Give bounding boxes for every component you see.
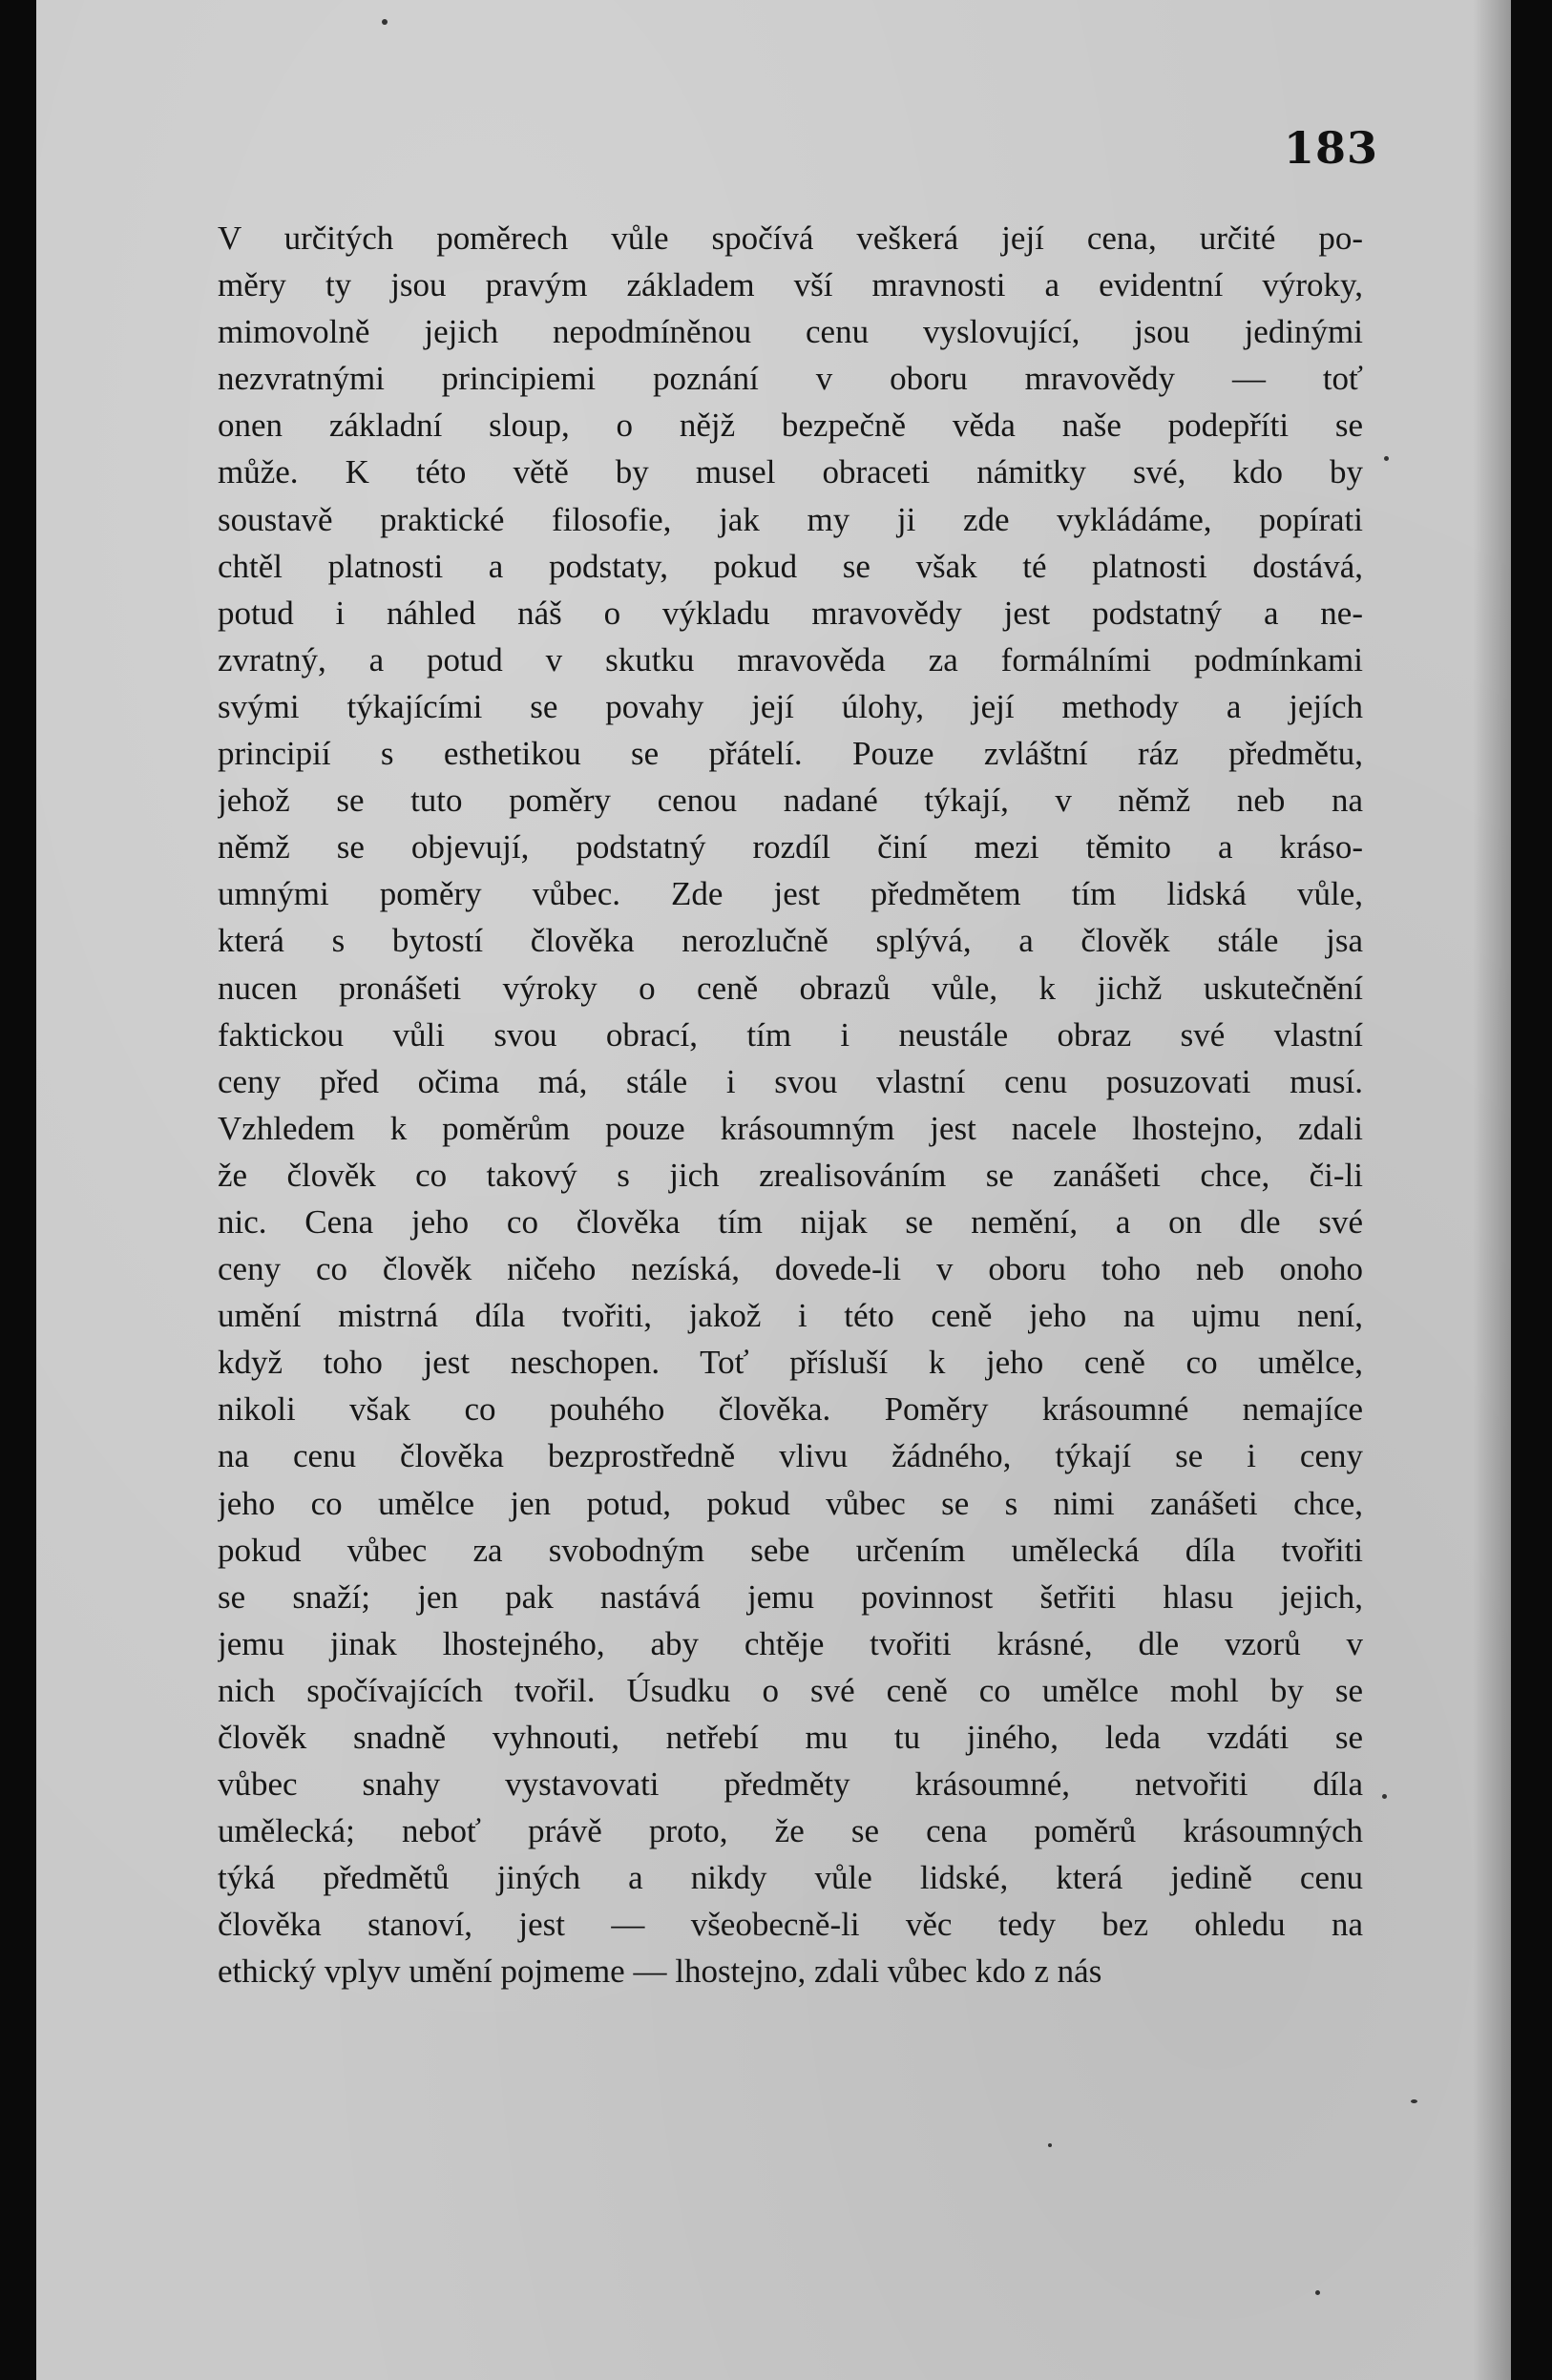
text-line: mimovolně jejich nepodmíněnou cenu vyslovující, jsou jedinými xyxy=(218,313,1363,351)
text-line: umění mistrná díla tvořiti, jakož i této ceně jeho na ujmu není, xyxy=(218,1297,1363,1335)
text-line: může. K této větě by musel obraceti námitky své, kdo by xyxy=(218,453,1363,491)
text-line: nikoli však co pouhého člověka. Poměry krásoumné nemajíce xyxy=(218,1390,1363,1429)
page-number: 183 xyxy=(1284,122,1379,174)
text-line: soustavě praktické filosofie, jak my ji zde vykládáme, popírati xyxy=(218,500,1363,538)
text-line: vůbec snahy vystavovati předměty krásoumné, netvořiti díla xyxy=(218,1765,1363,1804)
scan-speck xyxy=(1384,456,1389,461)
text-line: týká předmětů jiných a nikdy vůle lidské, která jedině cenu xyxy=(218,1859,1363,1897)
text-line: člověk snadně vyhnouti, netřebí mu tu jiného, leda vzdáti se xyxy=(218,1719,1363,1756)
text-line: na cenu člověka bezprostředně vlivu žádného, týkají se i ceny xyxy=(218,1437,1363,1475)
text-line: Vzhledem k poměrům pouze krásoumným jest nacele lhostejno, zdali xyxy=(218,1109,1363,1147)
scan-speck xyxy=(1382,1794,1387,1799)
text-line: nucen pronášeti výroky o ceně obrazů vůle, k jichž uskutečnění xyxy=(218,969,1363,1007)
text-line: která s bytostí člověka nerozlučně splývá, a člověk stále jsa xyxy=(218,922,1363,960)
body-text xyxy=(218,215,1363,1995)
text-line: ceny co člověk ničeho nezíská, dovede-li v oboru toho neb onoho xyxy=(218,1250,1363,1288)
scan-speck xyxy=(1411,2099,1417,2103)
text-line: umnými poměry vůbec. Zde jest předmětem tím lidská vůle, xyxy=(218,875,1363,913)
text-line: ceny před očima má, stále i svou vlastní cenu posuzovati musí. xyxy=(218,1062,1363,1100)
text-line: umělecká; neboť právě proto, že se cena poměrů krásoumných xyxy=(218,1812,1363,1850)
text-line: nic. Cena jeho co člověka tím nijak se nemění, a on dle své xyxy=(218,1202,1363,1241)
text-line: nezvratnými principiemi poznání v oboru mravovědy — toť xyxy=(218,360,1363,398)
text-line: měry ty jsou pravým základem vší mravnosti a evidentní výroky, xyxy=(218,266,1363,304)
text-line: pokud vůbec za svobodným sebe určením umělecká díla tvořiti xyxy=(218,1531,1363,1569)
text-line: že člověk co takový s jich zrealisováním se zanášeti chce, či-li xyxy=(218,1156,1363,1194)
page-edge-shadow xyxy=(1473,0,1511,2380)
text-line: když toho jest neschopen. Toť přísluší k jeho ceně co umělce, xyxy=(218,1344,1363,1382)
book-page xyxy=(36,0,1511,2380)
text-line: němž se objevují, podstatný rozdíl činí mezi těmito a kráso- xyxy=(218,828,1363,866)
text-line: onen základní sloup, o nějž bezpečně věda naše podepříti se xyxy=(218,407,1363,445)
text-line: se snaží; jen pak nastává jemu povinnost šetřiti hlasu jejich, xyxy=(218,1577,1363,1616)
text-line: potud i náhled náš o výkladu mravovědy jest podstatný a ne- xyxy=(218,594,1363,632)
text-line: jeho co umělce jen potud, pokud vůbec se s nimi zanášeti chce, xyxy=(218,1484,1363,1522)
text-line: chtěl platnosti a podstaty, pokud se však té platnosti dostává, xyxy=(218,547,1363,585)
text-line: jemu jinak lhostejného, aby chtěje tvořiti krásné, dle vzorů v xyxy=(218,1624,1363,1662)
text-line: nich spočívajících tvořil. Úsudku o své ceně co umělce mohl by se xyxy=(218,1671,1363,1709)
scan-speck xyxy=(1315,2290,1320,2295)
scan-speck xyxy=(1048,2143,1052,2147)
text-line: faktickou vůli svou obrací, tím i neustále obraz své vlastní xyxy=(218,1015,1363,1054)
text-line: člověka stanoví, jest — všeobecně-li věc tedy bez ohledu na xyxy=(218,1906,1363,1944)
text-line: zvratný, a potud v skutku mravověda za formálními podmínkami xyxy=(218,640,1363,679)
text-line: V určitých poměrech vůle spočívá veškerá její cena, určité po- xyxy=(218,219,1363,257)
text-line: principií s esthetikou se přátelí. Pouze zvláštní ráz předmětu, xyxy=(218,735,1363,773)
scan-speck xyxy=(382,19,388,25)
text-line: jehož se tuto poměry cenou nadané týkají, v němž neb na xyxy=(218,782,1363,820)
text-line: ethický vplyv umění pojmeme — lhostejno, zdali vůbec kdo z nás xyxy=(218,1952,1102,1991)
text-line: svými týkajícími se povahy její úlohy, její methody a jejích xyxy=(218,687,1363,725)
